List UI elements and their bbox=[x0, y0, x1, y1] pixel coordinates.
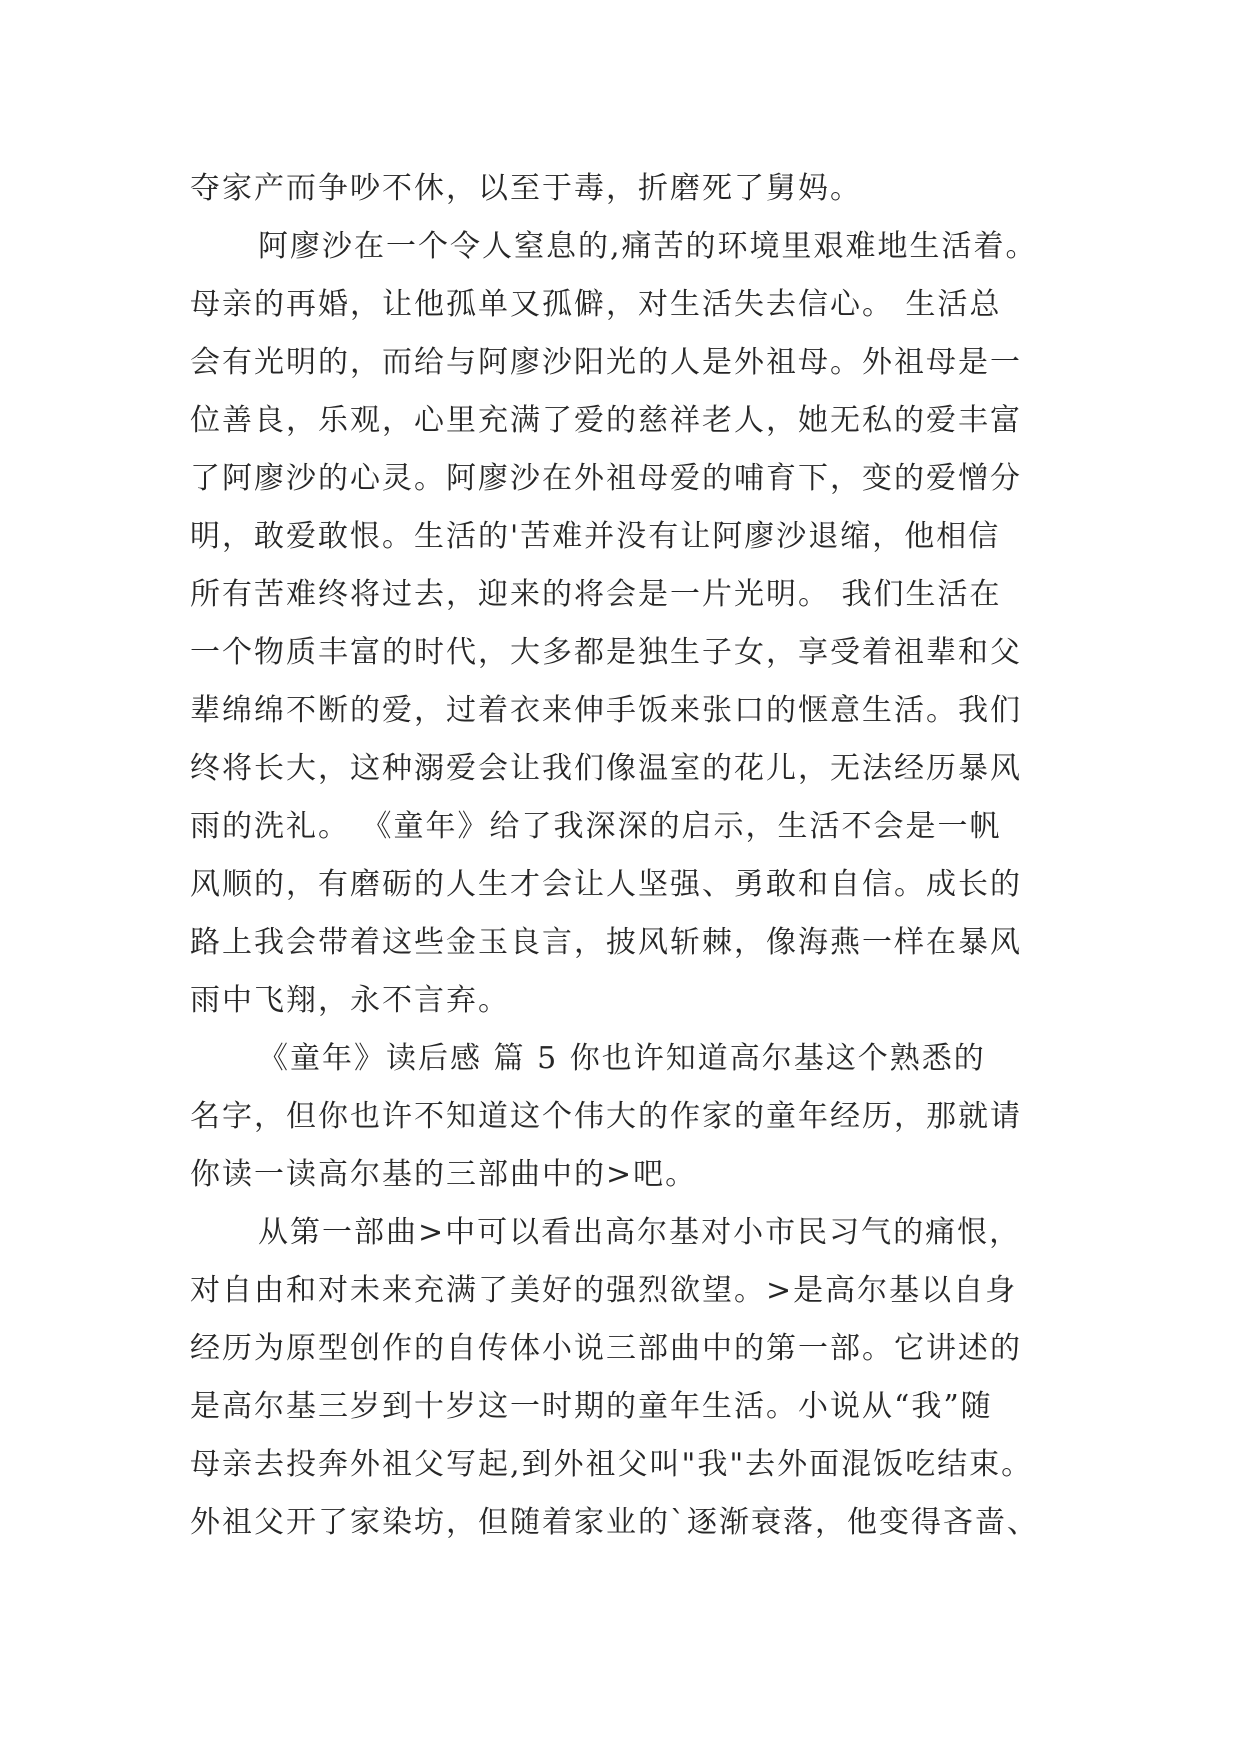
paragraph-start-line: 从第一部曲>中可以看出高尔基对小市民习气的痛恨， bbox=[258, 1215, 1022, 1250]
paragraph-start-line: 阿廖沙在一个令人窒息的,痛苦的环境里艰难地生活着。 bbox=[258, 229, 1038, 264]
text-line: 终将长大，这种溺爱会让我们像温室的花儿，无法经历暴风 bbox=[190, 751, 1022, 786]
text-line: 名字，但你也许不知道这个伟大的作家的童年经历，那就请 bbox=[190, 1099, 1022, 1134]
text-line: 了阿廖沙的心灵。阿廖沙在外祖母爱的哺育下，变的爱憎分 bbox=[190, 461, 1022, 496]
essay-body bbox=[190, 160, 1090, 1552]
text-line: 明，敢爱敢恨。生活的'苦难并没有让阿廖沙退缩，他相信 bbox=[190, 519, 1001, 554]
text-line: 母亲去投奔外祖父写起,到外祖父叫"我"去外面混饭吃结束。 bbox=[190, 1447, 1034, 1482]
text-line: 一个物质丰富的时代，大多都是独生子女，享受着祖辈和父 bbox=[190, 635, 1022, 670]
text-line: 经历为原型创作的自传体小说三部曲中的第一部。它讲述的 bbox=[190, 1331, 1022, 1366]
text-line: 所有苦难终将过去，迎来的将会是一片光明。 我们生活在 bbox=[190, 577, 1002, 612]
text-line: 对自由和对未来充满了美好的强烈欲望。>是高尔基以自身 bbox=[190, 1273, 1018, 1308]
text-line: 辈绵绵不断的爱，过着衣来伸手饭来张口的惬意生活。我们 bbox=[190, 693, 1022, 728]
text-line: 会有光明的，而给与阿廖沙阳光的人是外祖母。外祖母是一 bbox=[190, 345, 1022, 380]
text-line: 雨的洗礼。 《童年》给了我深深的启示，生活不会是一帆 bbox=[190, 809, 1002, 844]
text-line: 风顺的，有磨砺的人生才会让人坚强、勇敢和自信。成长的 bbox=[190, 867, 1022, 902]
text-line: 外祖父开了家染坊，但随着家业的`逐渐衰落，他变得吝啬、 bbox=[190, 1505, 1039, 1540]
text-line: 是高尔基三岁到十岁这一时期的童年生活。小说从“我”随 bbox=[190, 1389, 993, 1424]
text-line: 母亲的再婚，让他孤单又孤僻，对生活失去信心。 生活总 bbox=[190, 287, 1002, 322]
text-line: 位善良，乐观，心里充满了爱的慈祥老人，她无私的爱丰富 bbox=[190, 403, 1022, 438]
text-line: 路上我会带着这些金玉良言，披风斩棘，像海燕一样在暴风 bbox=[190, 925, 1022, 960]
text-line: 夺家产而争吵不休，以至于毒，折磨死了舅妈。 bbox=[190, 171, 862, 206]
text-line: 你读一读高尔基的三部曲中的>吧。 bbox=[190, 1157, 698, 1192]
text-line: 雨中飞翔，永不言弃。 bbox=[190, 983, 510, 1018]
section-heading-line: 《童年》读后感 篇 5 你也许知道高尔基这个熟悉的 bbox=[258, 1041, 986, 1076]
